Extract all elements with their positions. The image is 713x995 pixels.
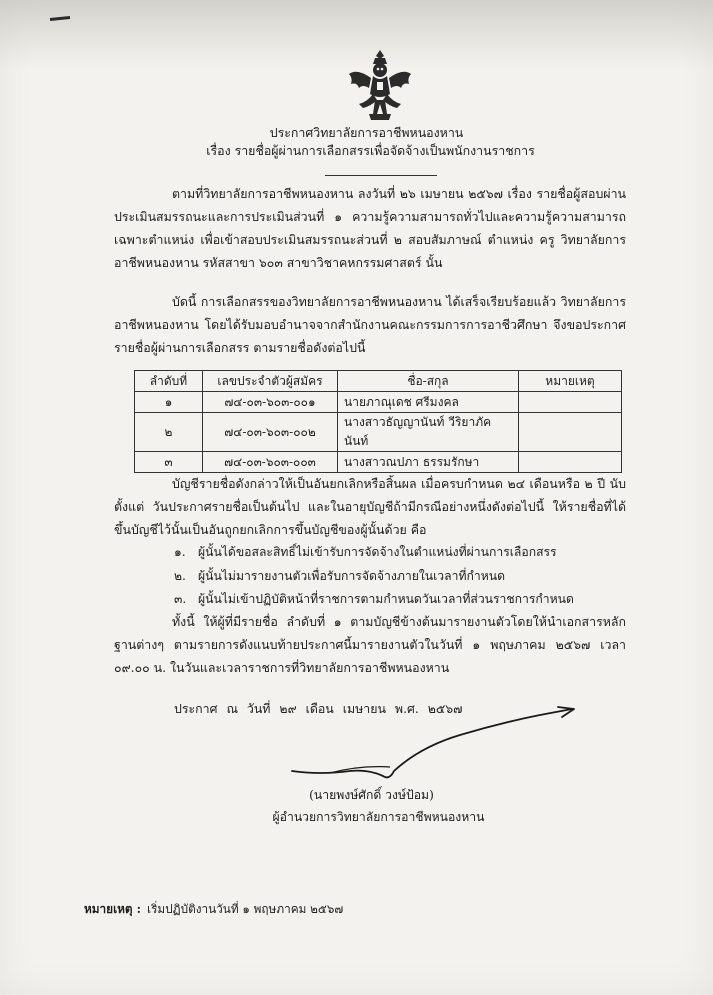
footnote-label: หมายเหตุ :: [84, 902, 142, 916]
paragraph-validity: บัญชีรายชื่อดังกล่าวให้เป็นอันยกเลิกหรือสิ้นผล เมื่อครบกำหนด ๒๔ เดือนหรือ ๒ ปี นับตั้งแต่ วันประกาศรายชื่อเป็นต้นไป และในอายุบัญชีถ้ามีกรณีอย่างหนึ่งดังต่อไปนี้ ให้รายชื่อที่ได้ขึ้นบัญชีไว้นั้นเป็นอันถูกยกเลิกการขึ้นบัญชีของผู้นั้นด้วย คือ: [114, 476, 626, 537]
garuda-emblem-icon: [347, 48, 413, 124]
condition-number: ๒.: [174, 569, 186, 583]
row-applicant-id: ๗๔-๐๓-๖๐๓-๐๐๑: [203, 392, 338, 413]
header-divider: [325, 175, 437, 176]
condition-number: ๓.: [174, 592, 187, 606]
handwritten-signature: [290, 705, 580, 780]
row-remark: [519, 413, 622, 452]
announcement-subject: เรื่อง รายชื่อผู้ผ่านการเลือกสรรเพื่อจัดจ้างเป็นพนักงานราชการ: [206, 143, 535, 158]
footnote-text: เริ่มปฏิบัติงานวันที่ ๑ พฤษภาคม ๒๕๖๗: [147, 902, 344, 916]
paragraph-reference: ตามที่วิทยาลัยการอาชีพหนองหาน ลงวันที่ ๒๖ เมษายน ๒๕๖๗ เรื่อง รายชื่อผู้สอบผ่านประเมินสมรรถนะและการประเมินส่วนที่ ๑ ความรู้ความสามารถทั่วไปและความรู้ความสามารถเฉพาะตำแหน่ง เพื่อเข้าสอบประเมินสมรรถนะส่วนที่ ๒ สอบสัมภาษณ์ ตำแหน่ง ครู วิทยาลัยการอาชีพหนองหาน รหัสสาขา ๖๐๓ สาขาวิชาคหกรรมศาสตร์ นั้น: [114, 186, 626, 270]
condition-number: ๑.: [174, 545, 186, 559]
selected-candidates-table: [134, 370, 622, 473]
condition-text: ผู้นั้นไม่มารายงานตัวเพื่อรับการจัดจ้างภายในเวลาที่กำหนด: [198, 569, 505, 583]
column-header-order: ลำดับที่: [135, 371, 203, 392]
condition-text: ผู้นั้นได้ขอสละสิทธิ์ไม่เข้ารับการจัดจ้างในตำแหน่งที่ผ่านการเลือกสรร: [198, 545, 557, 559]
column-header-applicant-id: เลขประจำตัวผู้สมัคร: [203, 371, 338, 392]
announcement-date: ประกาศ ณ วันที่ ๒๙ เดือน เมษายน พ.ศ. ๒๕๖๗: [174, 701, 463, 716]
row-remark: [519, 392, 622, 413]
row-applicant-id: ๗๔-๐๓-๖๐๓-๐๐๒: [203, 413, 338, 452]
paragraph-report-instruction: ทั้งนี้ ให้ผู้ที่มีรายชื่อ ลำดับที่ ๑ ตามบัญชีข้างต้นมารายงานตัวโดยให้นำเอกสารหลักฐานต่างๆ ตามรายการดังแนบท้ายประกาศนี้มารายงานตัวในวันที่ ๑ พฤษภาคม ๒๕๖๗ เวลา ๐๙.๐๐ น. ในวันและเวลาราชการที่วิทยาลัยการอาชีพหนองหาน: [114, 614, 626, 675]
condition-text: ผู้นั้นไม่เข้าปฏิบัติหน้าที่ราชการตามกำหนดวันเวลาที่ส่วนราชการกำหนด: [198, 592, 574, 606]
announcement-title: ประกาศวิทยาลัยการอาชีพหนองหาน: [269, 125, 464, 140]
row-order: ๓: [135, 452, 203, 473]
condition-item: [174, 543, 557, 561]
table-row: [135, 413, 622, 452]
row-remark: [519, 452, 622, 473]
column-header-name: ชื่อ-สกุล: [338, 371, 519, 392]
row-applicant-id: ๗๔-๐๓-๖๐๓-๐๐๓: [203, 452, 338, 473]
row-name: นางสาวธัญญานันท์ วีริยาภัคนันท์: [338, 413, 519, 452]
footnote: [84, 900, 343, 919]
condition-item: [174, 590, 574, 608]
row-name: นางสาวณปภา ธรรมรักษา: [338, 452, 519, 473]
signer-name: (นายพงษ์ศักดิ์ วงษ์ป้อม): [309, 788, 434, 802]
table-row: [135, 392, 622, 413]
column-header-remark: หมายเหตุ: [519, 371, 622, 392]
document-header: [0, 124, 713, 160]
row-name: นายภาณุเดช ศรีมงคล: [338, 392, 519, 413]
signer-position: ผู้อำนวยการวิทยาลัยการอาชีพหนองหาน: [272, 810, 485, 824]
table-row: [135, 452, 622, 473]
table-header-row: [135, 371, 622, 392]
row-order: ๑: [135, 392, 203, 413]
paragraph-announcement: บัดนี้ การเลือกสรรของวิทยาลัยการอาชีพหนองหาน ได้เสร็จเรียบร้อยแล้ว วิทยาลัยการอาชีพหนองหาน โดยได้รับมอบอำนาจจากสำนักงานคณะกรรมการการอาชีวศึกษา จึงขอประกาศรายชื่อผู้ผ่านการเลือกสรร ตามรายชื่อดังต่อไปนี้: [114, 294, 626, 355]
row-order: ๒: [135, 413, 203, 452]
condition-item: [174, 567, 505, 585]
